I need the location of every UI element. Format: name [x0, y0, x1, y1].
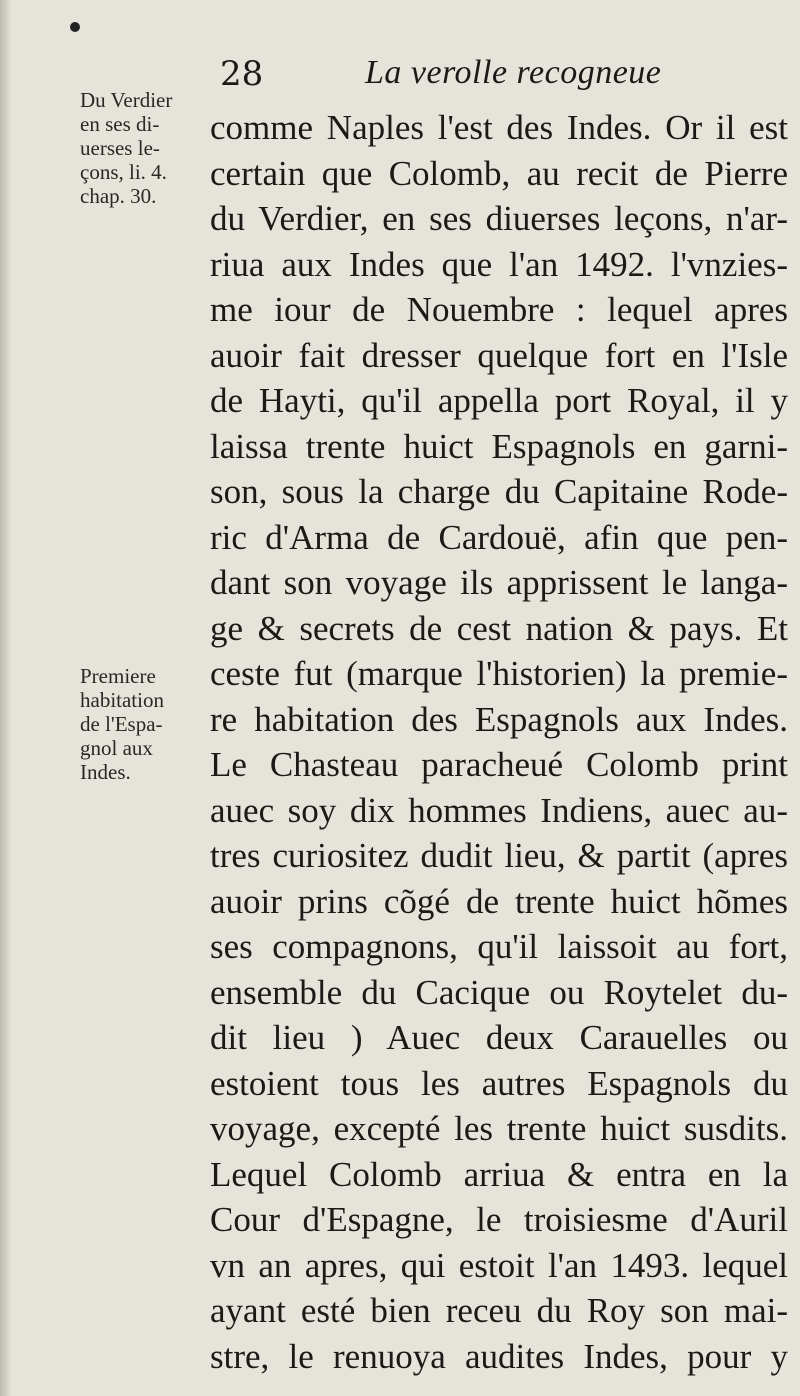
margin-note-line: Indes.: [80, 760, 131, 784]
ink-dot-mark: [70, 22, 80, 32]
text-line: estoient tous les autres Espagnols du: [210, 1063, 788, 1103]
text-line: ceste fut (marque l'historien) la premie-: [210, 654, 788, 693]
page-gutter-shadow: [0, 0, 12, 1396]
text-line: de Hayti, qu'il appella port Royal, il y: [210, 381, 788, 420]
margin-note-line: habitation: [80, 688, 164, 712]
margin-note-line: uerses le-: [80, 136, 160, 160]
text-line: me iour de Nouembre : lequel apres: [210, 290, 788, 329]
margin-note-line: chap. 30.: [80, 184, 157, 208]
text-line: riua aux Indes que l'an 1492. l'vnzies-: [210, 244, 788, 284]
running-title: La verolle recogneue: [365, 54, 662, 91]
text-line: laissa trente huict Espagnols en garni-: [210, 426, 788, 466]
text-line: du Verdier, en ses diuerses leçons, n'ar-: [210, 199, 788, 238]
text-line: voyage, excepté les trente huict susdits.: [210, 1109, 788, 1148]
page-header: [220, 48, 780, 108]
text-line: vn an apres, qui estoit l'an 1493. lequel: [210, 1245, 788, 1285]
text-line: Lequel Colomb arriua & entra en la: [210, 1154, 788, 1194]
margin-note-line: Du Verdier: [80, 88, 173, 112]
text-line: ses compagnons, qu'il laissoit au fort,: [210, 927, 788, 966]
text-line: certain que Colomb, au recit de Pierre: [210, 153, 788, 193]
text-line: auoir fait dresser quelque fort en l'Isle: [210, 335, 788, 375]
text-line: stre, le renuoya audites Indes, pour y: [210, 1336, 788, 1376]
margin-note-line: de l'Espa-: [80, 712, 163, 736]
text-line: son, sous la charge du Capitaine Rode-: [210, 472, 788, 511]
text-line: ric d'Arma de Cardouë, afin que pen-: [210, 517, 788, 557]
body-text: [210, 105, 788, 1379]
text-line: ensemble du Cacique ou Roytelet du-: [210, 972, 788, 1012]
margin-note-du-verdier: [80, 88, 210, 208]
margin-note-line: gnol aux: [80, 736, 153, 760]
margin-note-line: en ses di-: [80, 112, 160, 136]
text-line: auoir prins cõgé de trente huict hõmes: [210, 881, 788, 921]
text-line: dant son voyage ils apprissent le langa-: [210, 563, 788, 602]
margin-note-premiere-habitation: [80, 664, 210, 784]
margin-note-line: Premiere: [80, 664, 156, 688]
text-line: ayant esté bien receu du Roy son mai-: [210, 1291, 788, 1330]
text-line: dit lieu ) Auec deux Carauelles ou: [210, 1018, 788, 1057]
margin-note-line: çons, li. 4.: [80, 160, 167, 184]
text-line: comme Naples l'est des Indes. Or il est: [210, 108, 788, 147]
text-line: Cour d'Espagne, le troisiesme d'Auril: [210, 1200, 788, 1239]
text-line: ge & secrets de cest nation & pays. Et: [210, 608, 788, 648]
text-line: tres curiositez dudit lieu, & partit (apres: [210, 836, 788, 875]
text-line: auec soy dix hommes Indiens, auec au-: [210, 790, 788, 830]
text-line: Le Chasteau paracheué Colomb print: [210, 745, 788, 784]
page-number: 28: [220, 54, 264, 94]
text-line: re habitation des Espagnols aux Indes.: [210, 699, 788, 739]
